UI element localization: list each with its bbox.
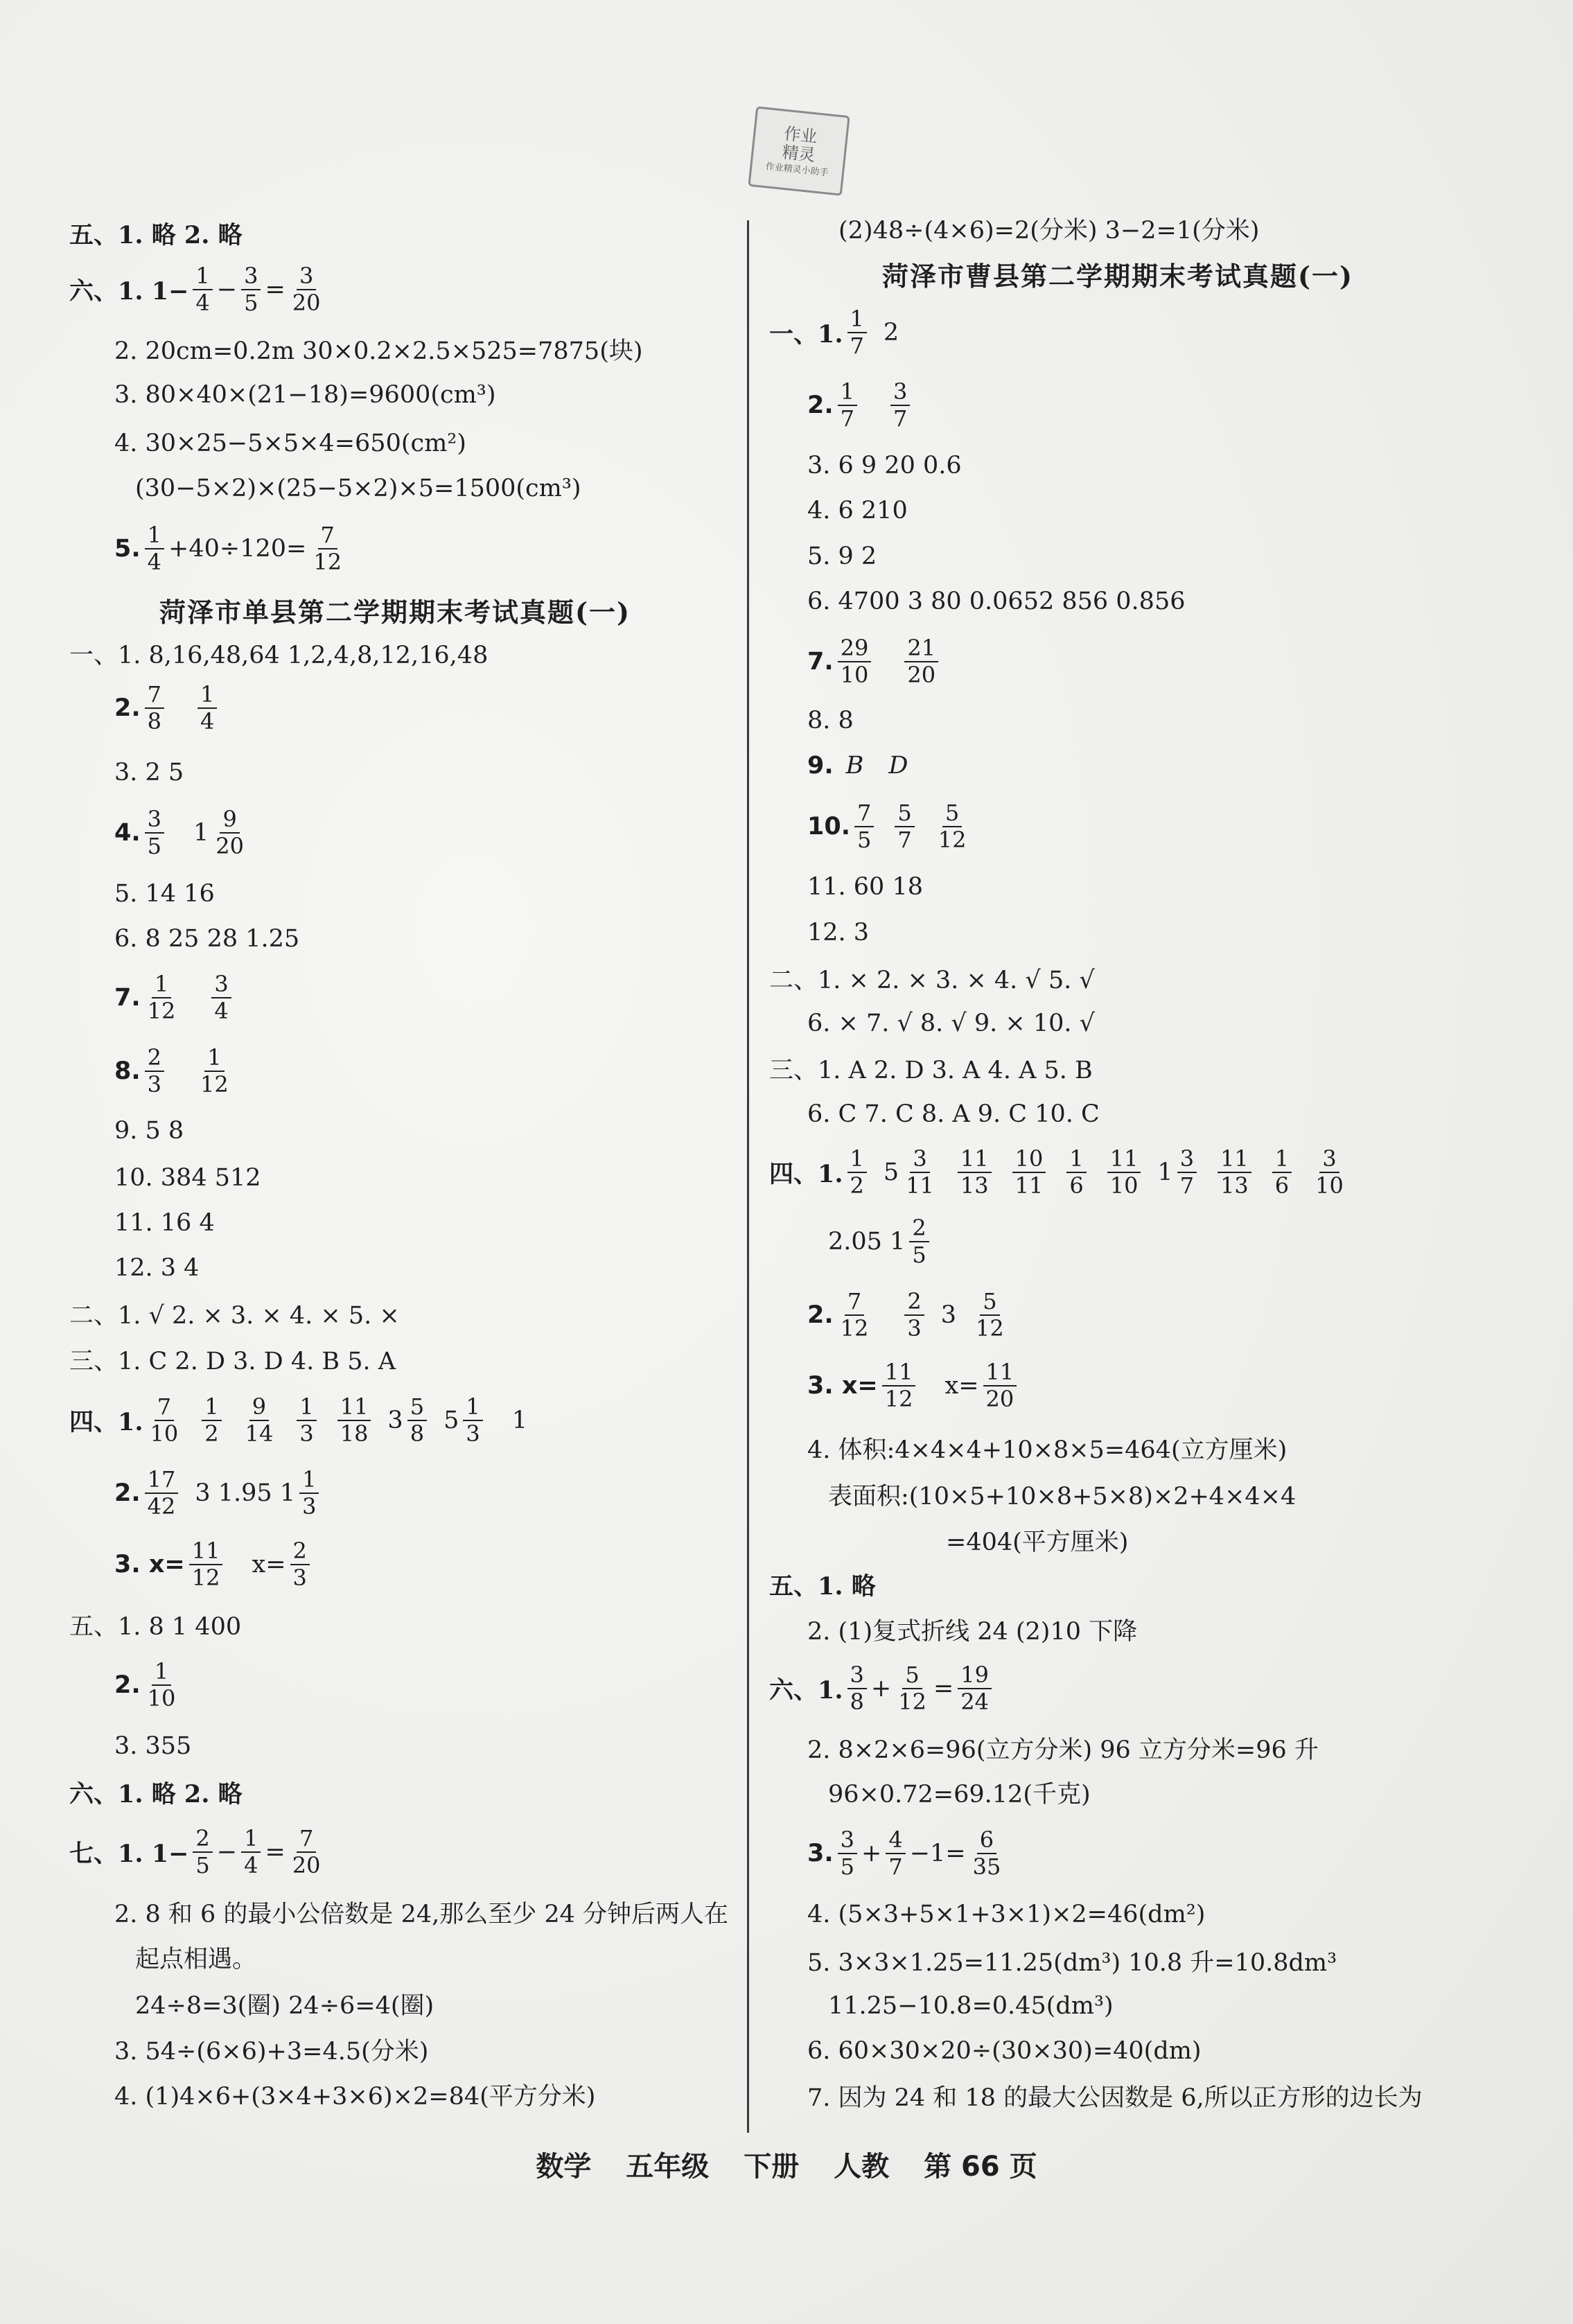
answer-line: 六、1. 略 2. 略	[69, 1780, 243, 1808]
answer-line: 9. B D	[807, 752, 908, 780]
answer-line: 七、1. 1− $\frac{2}{5}$ − $\frac{1}{4}$ = $\frac{7}{20}$	[69, 1825, 321, 1878]
answer-line: 三、1. C 2. D 3. D 4. B 5. A	[69, 1348, 396, 1375]
answer-line: 4. 体积:4×4×4+10×8×5=464(立方厘米)	[807, 1436, 1288, 1464]
answer-line: 3. 54÷(6×6)+3=4.5(分米)	[114, 2038, 429, 2066]
answer-line: 五、1. 略 2. 略	[69, 221, 243, 249]
footer-subject: 数学	[536, 2151, 592, 2183]
answer-line: 3. $\frac{3}{5}$ + $\frac{4}{7}$ −1= $\frac{6}{35}$	[807, 1826, 1001, 1880]
answer-line: 9. 5 8	[114, 1117, 184, 1145]
answer-line: 7. 因为 24 和 18 的最大公因数是 6,所以正方形的边长为	[807, 2084, 1423, 2112]
answer-line: 3. 2 5	[114, 759, 184, 786]
answer-line: 2. $\frac{1}{10}$	[114, 1658, 176, 1711]
answer-line: 6. × 7. √ 8. √ 9. × 10. √	[807, 1010, 1095, 1037]
footer-page-number: 第 66 页	[924, 2151, 1037, 2183]
answer-line: 5. $\frac{1}{4}$ +40÷120= $\frac{7}{12}$	[114, 522, 342, 575]
answer-line: 3. 80×40×(21−18)=9600(cm³)	[114, 381, 496, 409]
answer-line: 12. 3 4	[114, 1254, 200, 1282]
page-footer	[0, 2145, 1573, 2184]
answer-line: 6. C 7. C 8. A 9. C 10. C	[807, 1100, 1100, 1128]
answer-line: 6. 8 25 28 1.25	[114, 925, 300, 953]
answer-line: 5. 9 2	[807, 543, 877, 570]
answer-line: 表面积:(10×5+10×8+5×8)×2+4×4×4	[828, 1483, 1297, 1511]
answer-line: 五、1. 略	[769, 1572, 876, 1601]
answer-line: 二、1. × 2. × 3. × 4. √ 5. √	[769, 967, 1095, 994]
column-divider	[747, 220, 749, 2133]
answer-line: 4. (5×3+5×1+3×1)×2=46(dm²)	[807, 1901, 1206, 1928]
answer-line: 四、1. $\frac{7}{10}$ $\frac{1}{2}$ $\frac{9}{14}$ $\frac{1}{3}$ $\frac{11}{18}$ 3 $\frac{5}{8}$ 5 $\frac{1}{3}$ 1	[69, 1393, 527, 1447]
answer-line: 7. $\frac{1}{12}$ $\frac{3}{4}$	[114, 970, 236, 1025]
answer-line: 一、1. 8,16,48,64 1,2,4,8,12,16,48	[69, 642, 489, 669]
answer-line: 11. 16 4	[114, 1209, 215, 1237]
answer-line: 5. 3×3×1.25=11.25(dm³) 10.8 升=10.8dm³	[807, 1949, 1337, 1977]
answer-line: 2. 8 和 6 的最小公倍数是 24,那么至少 24 分钟后两人在	[114, 1901, 729, 1928]
answer-line: 起点相遇。	[135, 1946, 257, 1973]
answer-line: 五、1. 8 1 400	[69, 1613, 242, 1641]
answer-line: 24÷8=3(圈) 24÷6=4(圈)	[135, 1992, 434, 2020]
answer-line: 2. (1)复式折线 24 (2)10 下降	[807, 1618, 1138, 1646]
answer-line: 2.05 1 $\frac{2}{5}$	[828, 1214, 933, 1269]
answer-line: 六、1. 1− $\frac{1}{4}$ − $\frac{3}{5}$ = $\frac{3}{20}$	[69, 263, 321, 316]
answer-line: 3. 355	[114, 1732, 192, 1760]
answer-line: 六、1. $\frac{3}{8}$ + $\frac{5}{12}$ = $\frac{19}{24}$	[769, 1661, 996, 1716]
watermark-stamp: 作业 精灵 作业精灵小助手	[748, 106, 850, 196]
answer-line: 12. 3	[807, 919, 870, 947]
answer-line: 4. 30×25−5×5×4=650(cm²)	[114, 430, 466, 457]
answer-line: 6. 4700 3 80 0.0652 856 0.856	[807, 588, 1186, 615]
answer-line: 5. 14 16	[114, 880, 215, 908]
answer-line: 二、1. √ 2. × 3. × 4. × 5. ×	[69, 1302, 400, 1330]
answer-line: 11.25−10.8=0.45(dm³)	[828, 1992, 1114, 2020]
answer-line: =404(平方厘米)	[946, 1529, 1129, 1556]
answer-line: 2. $\frac{17}{42}$ 3 1.95 1 $\frac{1}{3}$	[114, 1465, 323, 1521]
answer-line: 10. 384 512	[114, 1164, 261, 1192]
answer-line: 3. x= $\frac{11}{12}$ x= $\frac{11}{20}$	[807, 1358, 1021, 1414]
answer-line: 4. 6 210	[807, 497, 908, 525]
answer-line: 6. 60×30×20÷(30×30)=40(dm)	[807, 2037, 1202, 2065]
answer-line: 一、1. $\frac{1}{7}$ 2	[769, 306, 899, 359]
answer-line: 2. $\frac{7}{8}$ $\frac{1}{4}$	[114, 680, 221, 736]
answer-line: 2. 20cm=0.2m 30×0.2×2.5×525=7875(块)	[114, 337, 643, 365]
answer-line: 3. 6 9 20 0.6	[807, 452, 962, 479]
answer-line: 2. $\frac{7}{12}$ $\frac{2}{3}$ 3 $\frac{5}{12}$	[807, 1288, 1004, 1341]
footer-grade: 五年级	[626, 2151, 710, 2183]
answer-line: 8. $\frac{2}{3}$ $\frac{1}{12}$	[114, 1044, 229, 1098]
answer-line: 4. $\frac{3}{5}$ 1 $\frac{9}{20}$	[114, 806, 245, 859]
footer-volume: 下册	[744, 2151, 800, 2183]
answer-line: 11. 60 18	[807, 873, 923, 901]
answer-line: 4. (1)4×6+(3×4+3×6)×2=84(平方分米)	[114, 2083, 596, 2111]
answer-line: 10. $\frac{7}{5}$ $\frac{5}{7}$ $\frac{5}{12}$	[807, 800, 967, 853]
answer-line: 8. 8	[807, 707, 854, 734]
answer-line: 2. 8×2×6=96(立方分米) 96 立方分米=96 升	[807, 1736, 1319, 1764]
answer-line: 2. $\frac{1}{7}$ $\frac{3}{7}$	[807, 378, 914, 433]
section-title: 菏泽市单县第二学期期末考试真题(一)	[159, 597, 631, 628]
footer-edition: 人教	[834, 2151, 890, 2183]
answer-line: 96×0.72=69.12(千克)	[828, 1781, 1091, 1808]
section-title: 菏泽市曹县第二学期期末考试真题(一)	[882, 261, 1353, 292]
answer-line: (30−5×2)×(25−5×2)×5=1500(cm³)	[135, 475, 581, 502]
answer-line: 7. $\frac{29}{10}$ $\frac{21}{20}$	[807, 634, 942, 689]
answer-line: 三、1. A 2. D 3. A 4. A 5. B	[769, 1057, 1093, 1084]
answer-line: (2)48÷(4×6)=2(分米) 3−2=1(分米)	[838, 217, 1260, 245]
answer-line: 3. x= $\frac{11}{12}$ x= $\frac{2}{3}$	[114, 1537, 314, 1592]
answer-line: 四、1. $\frac{1}{2}$ 5 $\frac{3}{11}$ $\frac{11}{13}$ $\frac{10}{11}$ $\frac{1}{6}$ $\frac{11}{10}$ 1 $\frac{3}{7}$ $\frac{11}{13}$ $\frac{1}{6}$ $\frac{3}{10}$	[769, 1145, 1344, 1199]
